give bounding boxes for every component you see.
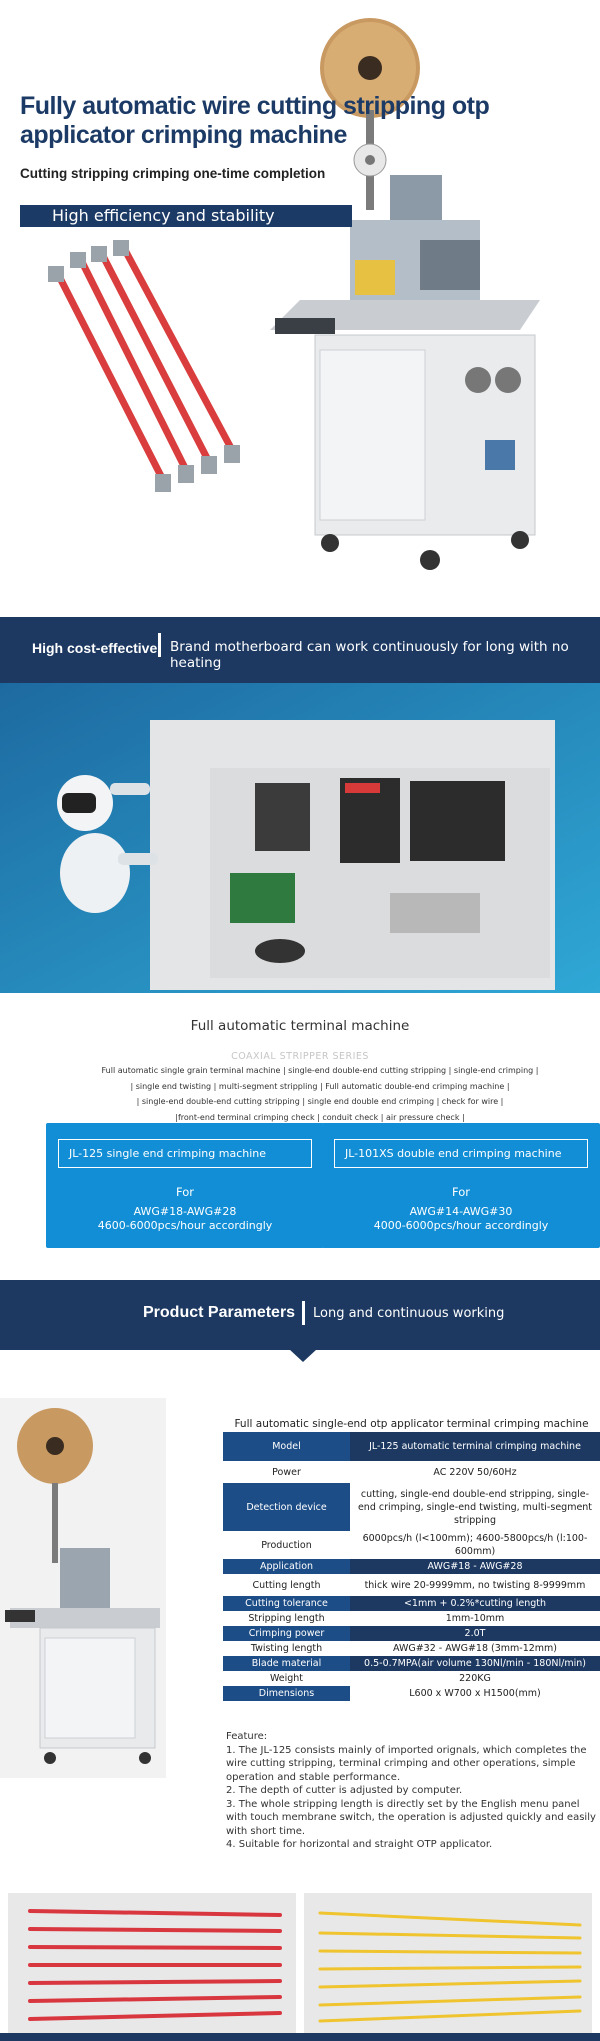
spec-value: AC 220V 50/60Hz: [433, 1466, 517, 1478]
spec-key: Production: [261, 1539, 312, 1551]
category-line: | single-end double-end cutting stripping | single end double end crimping | check for wire |: [136, 1097, 504, 1106]
banner-cost-text: Brand motherboard can work continuously for long with no heating: [170, 639, 569, 671]
category-list: [100, 1063, 540, 1125]
spec-key: Application: [223, 1559, 350, 1574]
spec-key: Crimping power: [223, 1626, 350, 1641]
hero-subtitle: Cutting stripping crimping one-time completion: [20, 166, 326, 181]
product-card-jl101xs[interactable]: [322, 1123, 600, 1248]
table-row: [223, 1641, 600, 1656]
spec-value: cutting, single-end double-end stripping, single-end crimping, single-end twisting, multi-segment stripping: [357, 1488, 593, 1526]
card-capacity: 4000-6000pcs/hour accordingly: [373, 1219, 549, 1232]
spec-value: AWG#32 - AWG#18 (3mm-12mm): [392, 1643, 558, 1654]
spec-value: L600 x W700 x H1500(mm): [409, 1688, 541, 1699]
spec-key: Twisting length: [250, 1643, 323, 1654]
table-row: [223, 1626, 600, 1641]
table-row: [223, 1483, 600, 1531]
banner-params-title: Product Parameters: [143, 1304, 296, 1321]
banner-product-parameters: [0, 1280, 600, 1350]
card-name: JL-101XS double end crimping machine: [345, 1147, 562, 1160]
table-row: [223, 1656, 600, 1671]
banner-separator: [302, 1301, 305, 1325]
feature-item: 2. The depth of cutter is adjusted by computer.: [226, 1785, 463, 1796]
table-row: [223, 1671, 600, 1686]
hero-title: Fully automatic wire cutting stripping otp applicator crimping machine: [20, 92, 490, 149]
spec-key: Stripping length: [248, 1613, 325, 1624]
table-row: [223, 1432, 600, 1461]
spec-caption: Full automatic single-end otp applicator terminal crimping machine: [234, 1418, 589, 1430]
spec-key: Detection device: [223, 1483, 350, 1531]
spec-value: 220KG: [459, 1673, 491, 1684]
footer-bar: [0, 2033, 600, 2041]
spec-value: 2.0T: [350, 1626, 600, 1641]
feature-list: [226, 1730, 600, 1852]
spec-value: thick wire 20-9999mm, no twisting 8-9999mm: [364, 1579, 586, 1591]
category-line: Full automatic single grain terminal machine | single-end double-end cutting stripping | single-end crimping |: [101, 1066, 539, 1075]
spec-key: Power: [272, 1466, 301, 1478]
table-row: [223, 1531, 600, 1559]
card-name-box: [334, 1139, 588, 1168]
table-row: [223, 1611, 600, 1626]
spec-key: Weight: [269, 1673, 304, 1684]
banner-cost-effective: [0, 617, 600, 685]
hero-section: [0, 0, 600, 600]
machine-photo: [0, 1398, 166, 1778]
hero-band: [20, 205, 352, 227]
card-awg: AWG#18-AWG#28: [133, 1205, 237, 1218]
feature-item: 1. The JL-125 consists mainly of imported orignals, which completes the wire cutting stripping, terminal crimping and other operations, simple operation and stable performance.: [226, 1744, 587, 1783]
banner-cost-title: High cost-effective: [32, 640, 158, 656]
table-row: [223, 1686, 600, 1701]
spec-table: [223, 1432, 600, 1701]
hero-illustration: [0, 0, 600, 600]
terminal-section-title: Full automatic terminal machine: [190, 1018, 410, 1034]
table-row: [223, 1596, 600, 1611]
card-for: For: [452, 1185, 470, 1199]
category-line: | single end twisting | multi-segment strippling | Full automatic double-end crimping machine |: [130, 1081, 510, 1091]
spec-value: 0.5-0.7MPA(air volume 130Nl/min - 180Nl/min): [350, 1656, 600, 1671]
series-label: COAXIAL STRIPPER SERIES: [231, 1051, 369, 1062]
banner-notch: [289, 1349, 317, 1362]
feature-heading: Feature:: [226, 1731, 268, 1742]
card-name-box: [58, 1139, 312, 1168]
table-row: [223, 1461, 600, 1483]
spec-value: AWG#18 - AWG#28: [350, 1559, 600, 1574]
spec-value: JL-125 automatic terminal crimping machine: [350, 1432, 600, 1461]
spec-value: <1mm + 0.2%*cutting length: [350, 1596, 600, 1611]
feature-item: 3. The whole stripping length is directly set by the English menu panel with touch membrane switch, the operation is adjusted quickly and easily with short time.: [226, 1798, 596, 1837]
category-line: |front-end terminal crimping check | conduit check | air pressure check |: [175, 1112, 465, 1122]
hero-band-text: High efficiency and stability: [52, 206, 275, 225]
feature-item: 4. Suitable for horizontal and straight OTP applicator.: [226, 1839, 493, 1850]
card-capacity: 4600-6000pcs/hour accordingly: [97, 1219, 273, 1232]
table-row: [223, 1559, 600, 1574]
control-panel-image: [0, 683, 600, 993]
spec-key: Cutting length: [252, 1579, 321, 1591]
product-card-jl125[interactable]: [46, 1123, 324, 1248]
spec-key: Dimensions: [223, 1686, 350, 1701]
spec-key: Model: [223, 1432, 350, 1461]
banner-separator: [158, 633, 161, 657]
card-name: JL-125 single end crimping machine: [69, 1147, 267, 1160]
spec-key: Blade material: [223, 1656, 350, 1671]
spec-key: Cutting tolerance: [223, 1596, 350, 1611]
card-for: For: [176, 1185, 194, 1199]
banner-params-text: Long and continuous working: [313, 1306, 505, 1321]
spec-value: 1mm-10mm: [445, 1613, 505, 1624]
spec-value: 6000pcs/h (l<100mm); 4600-5800pcs/h (l:100-600mm): [362, 1533, 588, 1557]
table-row: [223, 1574, 600, 1596]
card-awg: AWG#14-AWG#30: [409, 1205, 513, 1218]
wire-samples-photo: [0, 1893, 600, 2041]
